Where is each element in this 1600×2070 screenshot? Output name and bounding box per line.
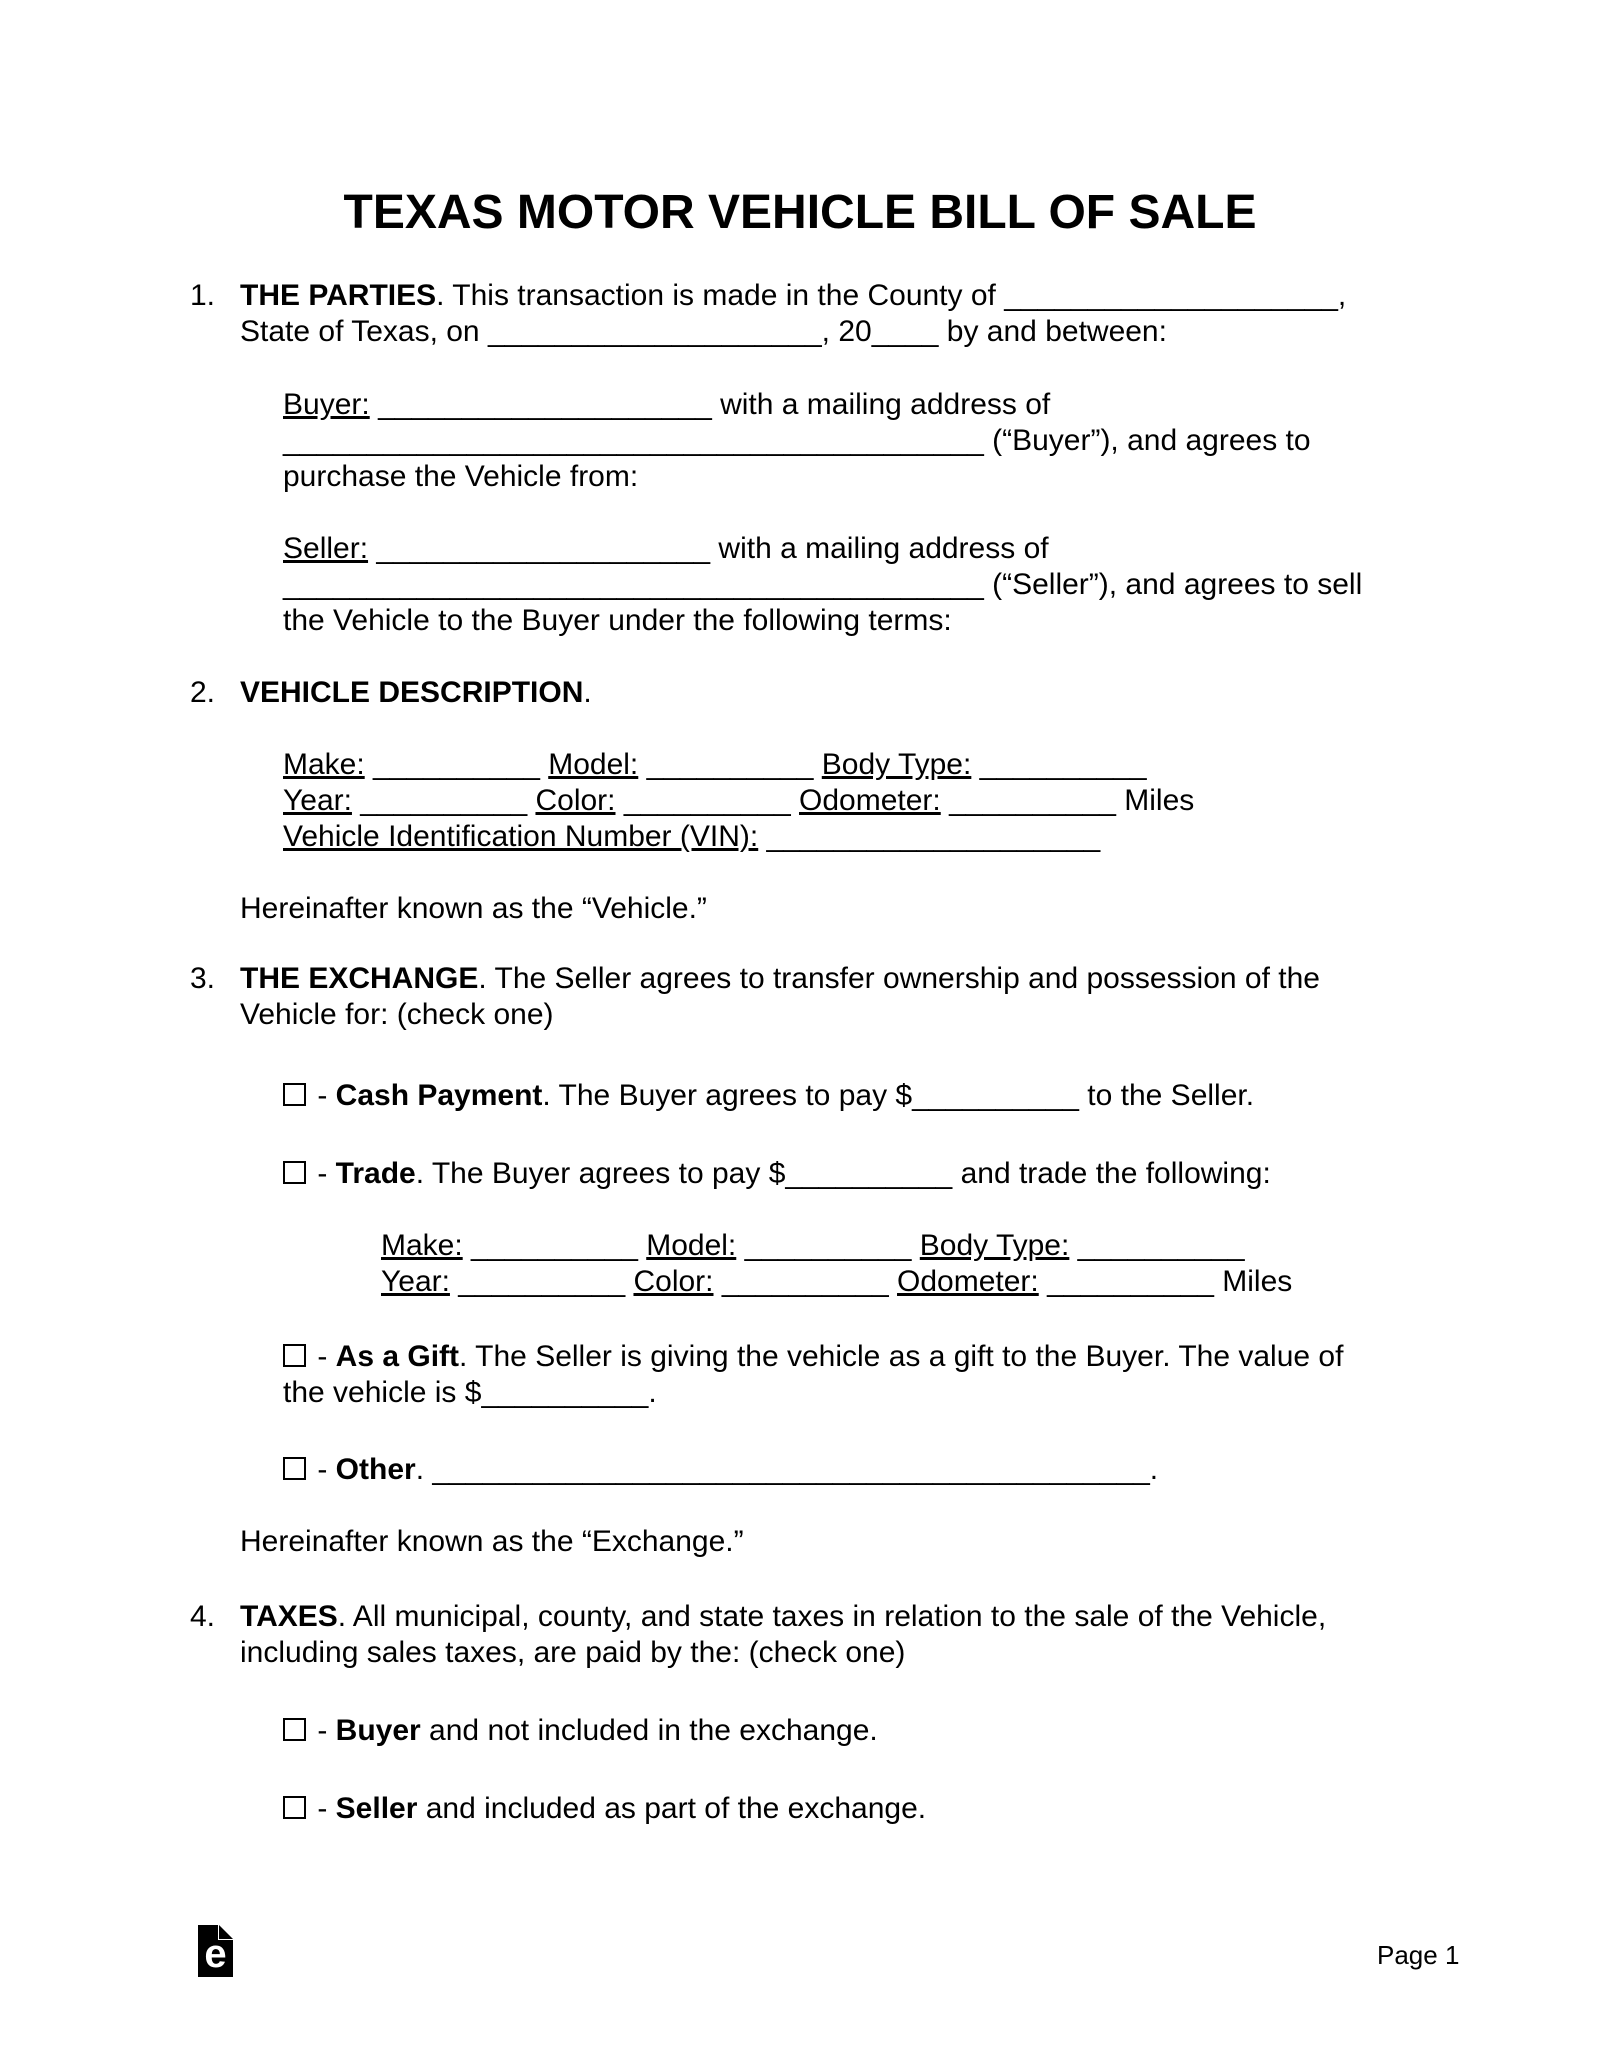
tax-buyer-text: and not included in the exchange. xyxy=(420,1714,878,1747)
trade-color-label: Color: xyxy=(633,1265,714,1298)
seller-line-1 xyxy=(283,531,1362,567)
make-blank[interactable]: __________ xyxy=(364,748,549,781)
section-exchange-number: 3. xyxy=(190,962,216,995)
trade-year-label: Year: xyxy=(381,1265,450,1298)
vehicle-desc-line-1 xyxy=(283,747,1194,783)
buyer-name-blank[interactable]: ____________________ xyxy=(378,388,712,421)
vehicle-desc-line-3 xyxy=(283,819,1194,855)
miles-label: Miles xyxy=(1124,784,1195,817)
trade-checkbox[interactable] xyxy=(283,1161,306,1184)
trade-vehicle-fields xyxy=(381,1228,1292,1300)
trade-desc-line-1 xyxy=(381,1228,1292,1264)
color-blank[interactable]: __________ xyxy=(615,784,800,817)
trade-make-blank[interactable]: __________ xyxy=(462,1229,647,1262)
gift-value-blank[interactable]: __________ xyxy=(481,1376,649,1409)
buyer-label: Buyer: xyxy=(283,388,370,421)
tax-buyer-dash: - xyxy=(309,1714,336,1747)
gift-label: As a Gift xyxy=(335,1340,460,1373)
trade-miles-label: Miles xyxy=(1222,1265,1293,1298)
hereinafter-vehicle xyxy=(240,891,707,927)
section-exchange xyxy=(190,961,1320,1033)
odometer-label: Odometer: xyxy=(799,784,941,817)
buyer-text-1: with a mailing address of xyxy=(711,388,1051,421)
seller-text-2: (“Seller”), and agrees to sell xyxy=(983,568,1363,601)
hereinafter-exchange xyxy=(240,1524,744,1560)
hereinafter-vehicle-text: Hereinafter known as the “Vehicle.” xyxy=(240,892,707,925)
odometer-blank[interactable]: __________ xyxy=(940,784,1125,817)
tax-buyer-line xyxy=(283,1713,878,1749)
gift-checkbox[interactable] xyxy=(283,1344,306,1367)
gift-option xyxy=(283,1339,1343,1411)
trade-desc-line-2 xyxy=(381,1264,1292,1300)
tax-buyer-option xyxy=(283,1713,878,1749)
other-line xyxy=(283,1452,1158,1488)
vehicle-heading-period: . xyxy=(583,676,592,709)
taxes-line-1 xyxy=(240,1599,1326,1635)
trade-make-label: Make: xyxy=(381,1229,463,1262)
exchange-heading: THE EXCHANGE xyxy=(240,962,479,995)
year-label: Year: xyxy=(283,784,352,817)
buyer-text-2: (“Buyer”), and agrees to xyxy=(983,424,1311,457)
buyer-line-1 xyxy=(283,387,1311,423)
model-label: Model: xyxy=(548,748,639,781)
make-label: Make: xyxy=(283,748,365,781)
tax-seller-checkbox[interactable] xyxy=(283,1796,306,1819)
vehicle-heading-line xyxy=(240,675,592,711)
year-blank[interactable]: __________ xyxy=(351,784,536,817)
exchange-text-1: . The Seller agrees to transfer ownership and possession of the xyxy=(478,962,1320,995)
trade-line xyxy=(283,1156,1271,1192)
cash-dash: - xyxy=(309,1079,336,1112)
parties-line-1 xyxy=(240,278,1346,314)
section-vehicle-number: 2. xyxy=(190,676,216,709)
tax-seller-line xyxy=(283,1791,926,1827)
cash-end: to the Seller. xyxy=(1078,1079,1255,1112)
taxes-text-2: including sales taxes, are paid by the: (check one) xyxy=(240,1636,906,1669)
other-end: . xyxy=(1149,1453,1159,1486)
seller-paragraph xyxy=(283,531,1362,639)
body-type-label: Body Type: xyxy=(821,748,972,781)
trade-amount-blank[interactable]: __________ xyxy=(785,1157,953,1190)
cash-amount-blank[interactable]: __________ xyxy=(912,1079,1079,1112)
trade-dash: - xyxy=(309,1157,336,1190)
body-type-blank[interactable]: __________ xyxy=(971,748,1147,781)
other-label: Other xyxy=(335,1453,416,1486)
gift-text-2: the vehicle is $ xyxy=(283,1376,482,1409)
exchange-line-2 xyxy=(240,997,1320,1033)
trade-body-type-blank[interactable]: __________ xyxy=(1069,1229,1245,1262)
seller-address-blank[interactable]: __________________________________________ xyxy=(283,568,984,601)
trade-odometer-blank[interactable]: __________ xyxy=(1038,1265,1223,1298)
page-number: Page 1 xyxy=(1377,1940,1460,1970)
gift-text-3: . xyxy=(648,1376,657,1409)
trade-option xyxy=(283,1156,1271,1192)
vehicle-heading: VEHICLE DESCRIPTION xyxy=(240,676,584,709)
parties-text-3: State of Texas, on xyxy=(240,315,488,348)
taxes-line-2 xyxy=(240,1635,1326,1671)
exchange-text-2: Vehicle for: (check one) xyxy=(240,998,554,1031)
year-blank[interactable]: ____ xyxy=(871,315,939,348)
cash-payment-option xyxy=(283,1078,1254,1114)
vehicle-description-fields xyxy=(283,747,1194,855)
vehicle-desc-line-2 xyxy=(283,783,1194,819)
taxes-heading: TAXES xyxy=(240,1600,338,1633)
tax-seller-label: Seller xyxy=(335,1792,418,1825)
tax-buyer-checkbox[interactable] xyxy=(283,1718,306,1741)
trade-body-type-label: Body Type: xyxy=(919,1229,1070,1262)
seller-text-3: the Vehicle to the Buyer under the following terms: xyxy=(283,604,952,637)
parties-heading: THE PARTIES xyxy=(240,279,437,312)
other-dash: - xyxy=(309,1453,336,1486)
trade-model-blank[interactable]: __________ xyxy=(736,1229,920,1262)
buyer-paragraph xyxy=(283,387,1311,495)
gift-line-2 xyxy=(283,1375,1343,1411)
buyer-text-3: purchase the Vehicle from: xyxy=(283,460,639,493)
trade-model-label: Model: xyxy=(646,1229,737,1262)
buyer-line-3 xyxy=(283,459,1311,495)
tax-seller-option xyxy=(283,1791,926,1827)
parties-text-4: , 20 xyxy=(821,315,872,348)
parties-text-1: . This transaction is made in the County of xyxy=(436,279,1005,312)
gift-text-1: . The Seller is giving the vehicle as a gift to the Buyer. The value of xyxy=(459,1340,1344,1373)
section-parties xyxy=(190,278,1347,350)
trade-color-blank[interactable]: __________ xyxy=(713,1265,898,1298)
parties-line-2 xyxy=(240,314,1346,350)
section-vehicle-description xyxy=(190,675,592,711)
buyer-space xyxy=(370,388,378,421)
cash-text: . The Buyer agrees to pay $ xyxy=(542,1079,913,1112)
buyer-address-blank[interactable]: __________________________________________ xyxy=(283,424,984,457)
model-blank[interactable]: __________ xyxy=(638,748,822,781)
other-text: . xyxy=(415,1453,433,1486)
trade-year-blank[interactable]: __________ xyxy=(449,1265,634,1298)
vin-blank[interactable]: ____________________ xyxy=(758,820,1101,853)
cash-payment-line xyxy=(283,1078,1254,1114)
section-taxes xyxy=(190,1599,1327,1671)
buyer-line-2 xyxy=(283,423,1311,459)
color-label: Color: xyxy=(535,784,616,817)
trade-text: . The Buyer agrees to pay $ xyxy=(415,1157,786,1190)
trade-odometer-label: Odometer: xyxy=(897,1265,1039,1298)
seller-text-1: with a mailing address of xyxy=(710,532,1049,565)
other-blank[interactable]: ___________________________________________ xyxy=(432,1453,1150,1486)
seller-line-3 xyxy=(283,603,1362,639)
exchange-line-1 xyxy=(240,961,1320,997)
gift-line-1 xyxy=(283,1339,1343,1375)
trade-label: Trade xyxy=(335,1157,416,1190)
parties-text-2: , xyxy=(1337,279,1347,312)
tax-buyer-label: Buyer xyxy=(335,1714,421,1747)
seller-name-blank[interactable]: ____________________ xyxy=(376,532,711,565)
page-title: TEXAS MOTOR VEHICLE BILL OF SALE xyxy=(343,186,1257,239)
seller-label: Seller: xyxy=(283,532,369,565)
tax-seller-dash: - xyxy=(309,1792,336,1825)
parties-text-5: by and between: xyxy=(938,315,1167,348)
section-taxes-number: 4. xyxy=(190,1600,216,1633)
seller-line-2 xyxy=(283,567,1362,603)
trade-end: and trade the following: xyxy=(952,1157,1271,1190)
taxes-text-1: . All municipal, county, and state taxes in relation to the sale of the Vehicle, xyxy=(337,1600,1327,1633)
cash-payment-checkbox[interactable] xyxy=(283,1083,306,1106)
other-option xyxy=(283,1452,1158,1488)
vin-label: Vehicle Identification Number (VIN): xyxy=(283,820,759,853)
tax-seller-text: and included as part of the exchange. xyxy=(417,1792,927,1825)
logo-letter: e xyxy=(204,1932,227,1976)
gift-dash: - xyxy=(309,1340,336,1373)
hereinafter-exchange-text: Hereinafter known as the “Exchange.” xyxy=(240,1525,744,1558)
other-checkbox[interactable] xyxy=(283,1457,306,1480)
county-blank[interactable]: ____________________ xyxy=(1004,279,1338,312)
date-blank[interactable]: ____________________ xyxy=(487,315,822,348)
section-parties-number: 1. xyxy=(190,279,216,312)
eforms-logo-icon xyxy=(198,1925,233,1977)
cash-payment-label: Cash Payment xyxy=(335,1079,543,1112)
